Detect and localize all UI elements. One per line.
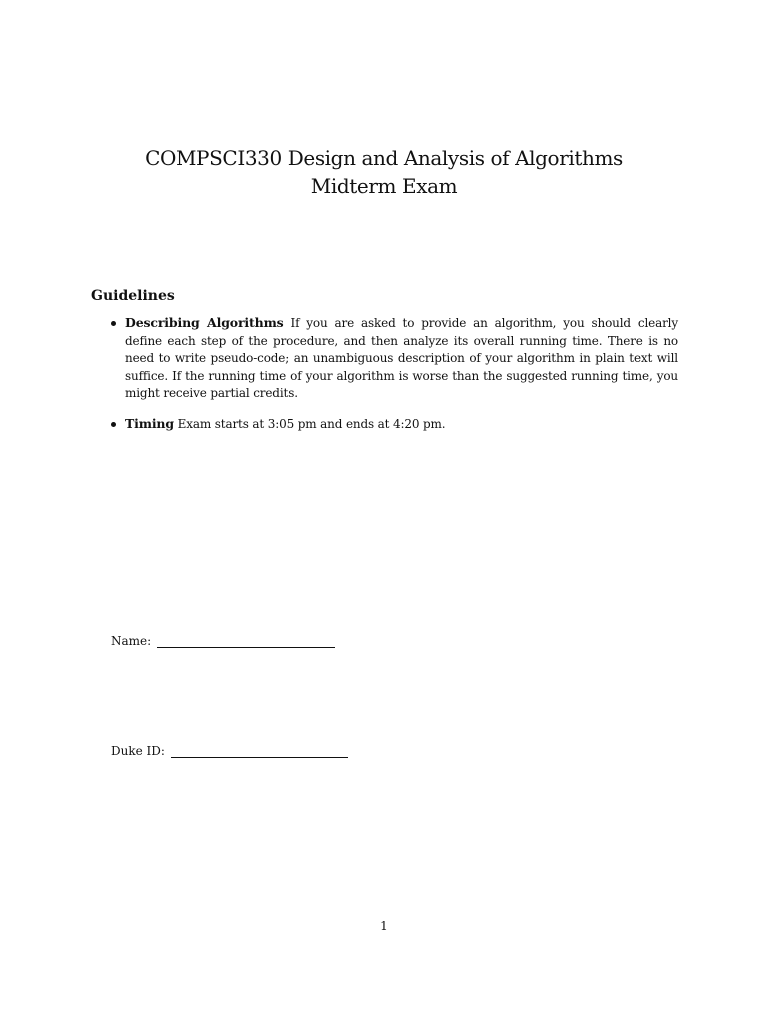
guidelines-heading: Guidelines [91, 288, 175, 304]
guideline-term: Describing Algorithms [125, 315, 284, 330]
page-number: 1 [380, 919, 388, 933]
guideline-term: Timing [125, 415, 174, 431]
duke-id-label: Duke ID: [111, 744, 165, 758]
guideline-text: If you are asked to provide an algorithm, you should clearly define each step of the procedure, and then analyze its overall running time. There is no need to write pseudo-code; an unambiguous description of your algorithm in plain text will suffice. If the running time of your algorithm is worse than the suggested running time, you might receive partial credits. [125, 316, 678, 400]
duke-id-field [111, 743, 348, 759]
guideline-timing [108, 415, 678, 434]
duke-id-blank-line [171, 757, 348, 758]
course-title: COMPSCI330 Design and Analysis of Algorithms [145, 146, 623, 170]
guideline-describing-algorithms [108, 314, 678, 403]
guidelines-list [108, 314, 678, 433]
name-field [111, 633, 335, 649]
name-blank-line [157, 647, 335, 648]
name-label: Name: [111, 634, 152, 648]
bullet-icon [111, 321, 116, 326]
bullet-icon [111, 422, 116, 427]
guideline-text: Exam starts at 3:05 pm and ends at 4:20 pm. [177, 416, 446, 431]
exam-title [0, 144, 768, 200]
exam-name: Midterm Exam [310, 174, 458, 198]
